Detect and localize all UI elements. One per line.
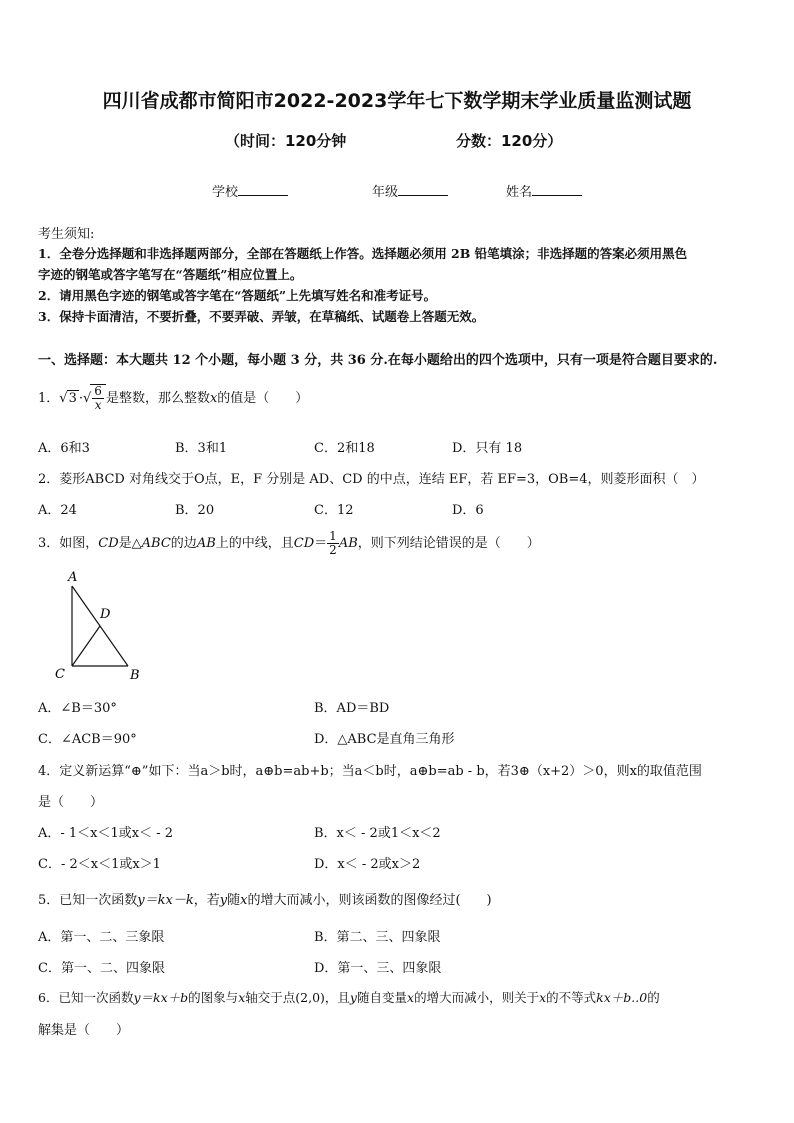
- q4-option-a[interactable]: A．- 1＜x＜1或x＜ - 2: [38, 826, 174, 841]
- q1-option-d[interactable]: D．只有 18: [452, 441, 523, 456]
- fraction-numerator: 1: [329, 529, 337, 543]
- point-coordinate: (2,0): [295, 990, 325, 1005]
- variable: x: [209, 391, 218, 406]
- question-6-cont: 解集是（ ）: [38, 1023, 130, 1038]
- school-label: 学校: [212, 185, 239, 200]
- school-field: [212, 181, 288, 200]
- segment-label: AB: [338, 536, 358, 551]
- q2-option-d[interactable]: D．6: [452, 503, 484, 518]
- question-text: 的图象与: [188, 990, 239, 1005]
- section-heading: 一、选择题：本大题共 12 个小题，每小题 3 分，共 36 分.在每小题给出的四个选项中，只有一项是符合题目要求的.: [38, 353, 718, 368]
- fraction-numerator: 6: [94, 384, 102, 398]
- sqrt-radicand: 3: [68, 391, 77, 406]
- question-text: 3．如图，: [38, 536, 99, 551]
- median-cd: [72, 626, 100, 666]
- question-5: [38, 889, 492, 908]
- question-text: 5．已知一次函数: [38, 893, 138, 908]
- question-6: [38, 988, 660, 1006]
- question-text: 的增大而减小，则关于: [414, 990, 540, 1005]
- vertex-d-label: D: [100, 607, 111, 622]
- question-text: 是整数，那么整数: [105, 391, 210, 406]
- variable: y: [349, 990, 357, 1005]
- q4-option-d[interactable]: D．x＜ - 2或x＞2: [314, 857, 421, 872]
- question-text: 的边: [170, 536, 197, 551]
- question-text: 的: [647, 990, 660, 1005]
- total-score: 分数：120分）: [456, 132, 563, 150]
- function-expression: y＝kx－k: [137, 893, 194, 908]
- function-expression: y＝kx＋b: [133, 990, 189, 1005]
- inequality-expression: kx＋b..0: [596, 990, 648, 1005]
- page-title: 四川省成都市简阳市2022-2023学年七下数学期末学业质量监测试题: [102, 90, 692, 112]
- variable: x: [240, 893, 248, 908]
- q4-option-b[interactable]: B．x＜ - 2或1＜x＜2: [314, 826, 441, 841]
- name-blank: [532, 183, 582, 196]
- name-label: 姓名: [506, 185, 533, 200]
- question-text: 是△: [118, 536, 142, 551]
- question-text: 上的中线，且: [215, 536, 294, 551]
- name-field: [506, 181, 582, 200]
- variable: y: [219, 893, 228, 908]
- variable: x: [539, 990, 547, 1005]
- q5-option-a[interactable]: A．第一、二、三象限: [38, 930, 165, 945]
- question-text: 轴交于点: [245, 990, 296, 1005]
- q3-option-a[interactable]: A．∠B＝30°: [38, 701, 117, 716]
- grade-blank: [398, 183, 448, 196]
- question-text: 随: [227, 893, 241, 908]
- segment-label: CD: [98, 536, 119, 551]
- question-text: ，则下列结论错误的是（ ）: [357, 536, 540, 551]
- equals-sign: ＝: [314, 536, 328, 551]
- q5-option-d[interactable]: D．第一、三、四象限: [314, 961, 442, 976]
- q4-option-c[interactable]: C．- 2＜x＜1或x＞1: [38, 857, 161, 872]
- question-1: [38, 384, 308, 412]
- vertex-b-label: B: [130, 668, 140, 683]
- variable: x: [238, 990, 246, 1005]
- q5-option-c[interactable]: C．第一、二、四象限: [38, 961, 165, 976]
- variable: x: [407, 990, 415, 1005]
- segment-label: AB: [196, 536, 216, 551]
- question-text: ，若: [193, 893, 220, 908]
- question-text: 的增大而减小，则该函数的图像经过( ): [247, 893, 492, 908]
- vertex-a-label: A: [68, 570, 78, 585]
- question-text: 6．已知一次函数: [38, 990, 134, 1005]
- notice-item-2: 2．请用黑色字迹的钢笔或答字笔在“答题纸”上先填写姓名和准考证号。: [38, 288, 437, 303]
- dot-operator: ·: [78, 391, 83, 406]
- grade-field: [372, 181, 448, 200]
- time-limit: （时间：120分钟: [225, 132, 347, 150]
- q2-option-a[interactable]: A．24: [38, 503, 77, 518]
- notice-heading: 考生须知:: [38, 227, 95, 242]
- notice-item-1: 1．全卷分选择题和非选择题两部分，全部在答题纸上作答。选择题必须用 2B 铅笔填涂；非选择题的答案必须用黑色: [38, 246, 688, 261]
- q1-option-a[interactable]: A．6和3: [38, 441, 90, 456]
- q3-option-b[interactable]: B．AD＝BD: [314, 701, 390, 716]
- notice-item-1-cont: 字迹的钢笔或答字笔写在“答题纸”相应位置上。: [38, 267, 303, 282]
- question-3: [38, 530, 540, 557]
- q1-option-c[interactable]: C．2和18: [314, 441, 375, 456]
- question-2: 2．菱形ABCD 对角线交于O点，E，F 分别是 AD、CD 的中点，连结 EF，若 EF=3，OB=4，则菱形面积（ ）: [38, 472, 705, 487]
- question-text: 的不等式: [546, 990, 597, 1005]
- segment-label: CD: [293, 536, 315, 551]
- question-4-cont: 是（ ）: [38, 795, 104, 810]
- question-number: 1．: [38, 391, 60, 406]
- school-blank: [238, 183, 288, 196]
- question-4: 4．定义新运算“⊕”如下：当a＞b时，a⊕b=ab+b；当a＜b时，a⊕b=ab - b，若3⊕（x+2）＞0，则x的取值范围: [38, 764, 702, 779]
- sqrt-sign: √: [59, 391, 68, 406]
- question-text: 随自变量: [356, 990, 407, 1005]
- vertex-c-label: C: [55, 667, 65, 682]
- q1-option-b[interactable]: B．3和1: [175, 441, 228, 456]
- fraction-denominator: 2: [329, 543, 337, 557]
- question-text: 的值是（ ）: [217, 391, 309, 406]
- fraction: [92, 385, 104, 412]
- q2-option-b[interactable]: B．20: [175, 503, 215, 518]
- q2-option-c[interactable]: C．12: [314, 503, 354, 518]
- grade-label: 年级: [372, 185, 399, 200]
- notice-item-3: 3．保持卡面清洁，不要折叠，不要弄破、弄皱，在草稿纸、试题卷上答题无效。: [38, 309, 485, 324]
- q5-option-b[interactable]: B．第二、三、四象限: [314, 930, 441, 945]
- sqrt-sign: √: [83, 391, 92, 406]
- triangle-figure: [50, 566, 150, 686]
- q3-option-c[interactable]: C．∠ACB＝90°: [38, 732, 137, 747]
- fraction: [327, 530, 339, 557]
- triangle-label: ABC: [141, 536, 171, 551]
- question-text: ，且: [324, 990, 350, 1005]
- fraction-denominator: x: [94, 398, 102, 412]
- q3-option-d[interactable]: D．△ABC是直角三角形: [314, 732, 455, 747]
